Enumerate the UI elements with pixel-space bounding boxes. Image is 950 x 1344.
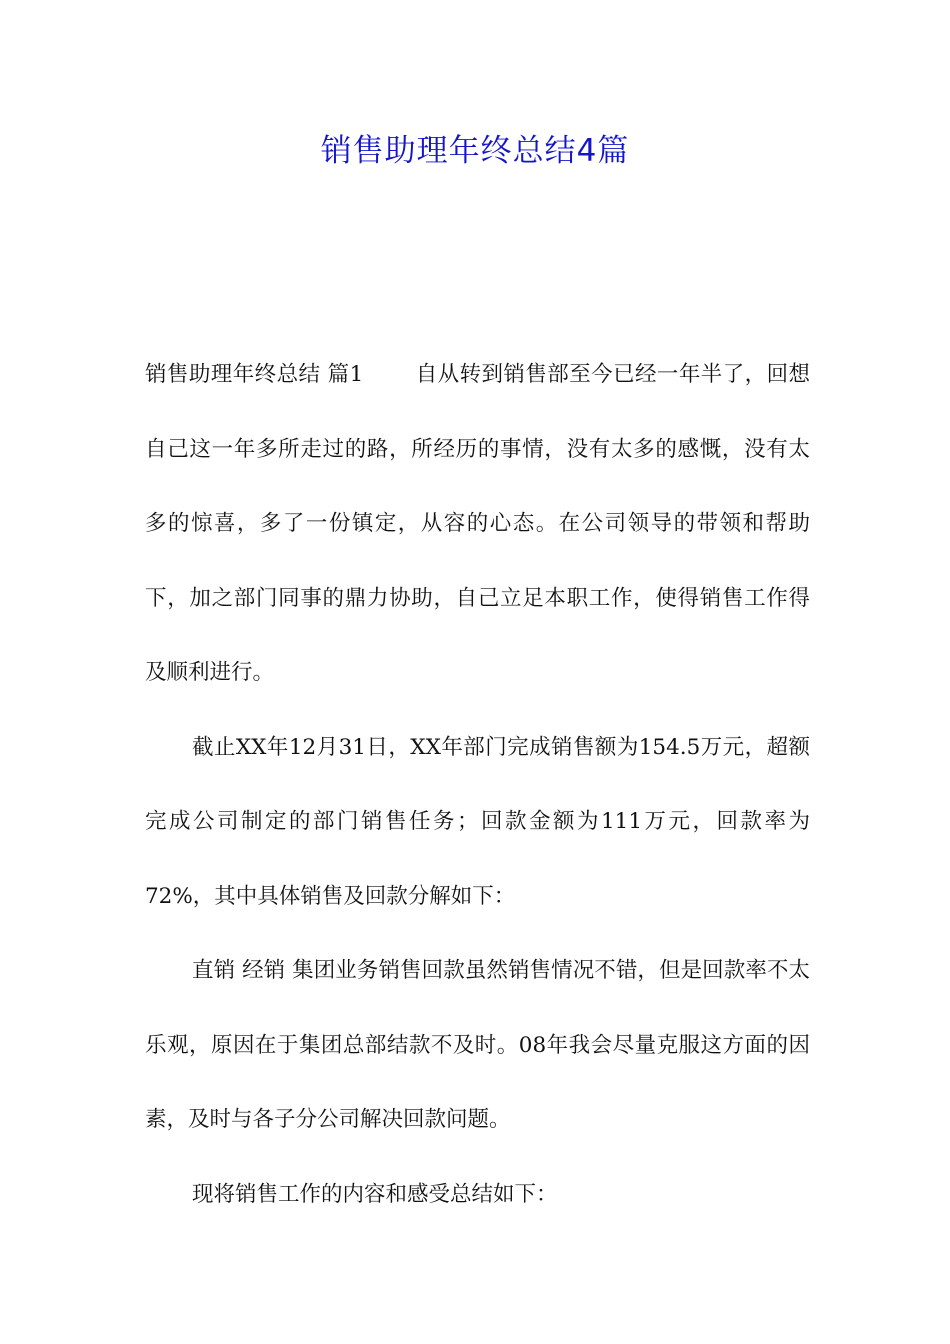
document-body	[145, 338, 810, 1232]
paragraph-2: 截止XX年12月31日，XX年部门完成销售额为154.5万元，超额完成公司制定的部门销售任务；回款金额为111万元，回款率为72%，其中具体销售及回款分解如下：	[145, 734, 810, 909]
document-title: 销售助理年终总结4篇	[320, 133, 630, 169]
paragraph-1-text: 自从转到销售部至今已经一年半了，回想自己这一年多所走过的路，所经历的事情，没有太多的感慨，没有太多的惊喜，多了一份镇定，从容的心态。在公司领导的带领和帮助下，加之部门同事的鼎力协助，自己立足本职工作，使得销售工作得及顺利进行。	[145, 362, 810, 685]
paragraph-1	[145, 338, 810, 711]
paragraph-4: 现将销售工作的内容和感受总结如下：	[192, 1181, 558, 1207]
section-heading: 销售助理年终总结 篇1	[145, 362, 364, 387]
paragraph-3: 直销 经销 集团业务销售回款虽然销售情况不错，但是回款率不太乐观，原因在于集团总部结款不及时。08年我会尽量克服这方面的因素，及时与各子分公司解决回款问题。	[145, 958, 810, 1132]
